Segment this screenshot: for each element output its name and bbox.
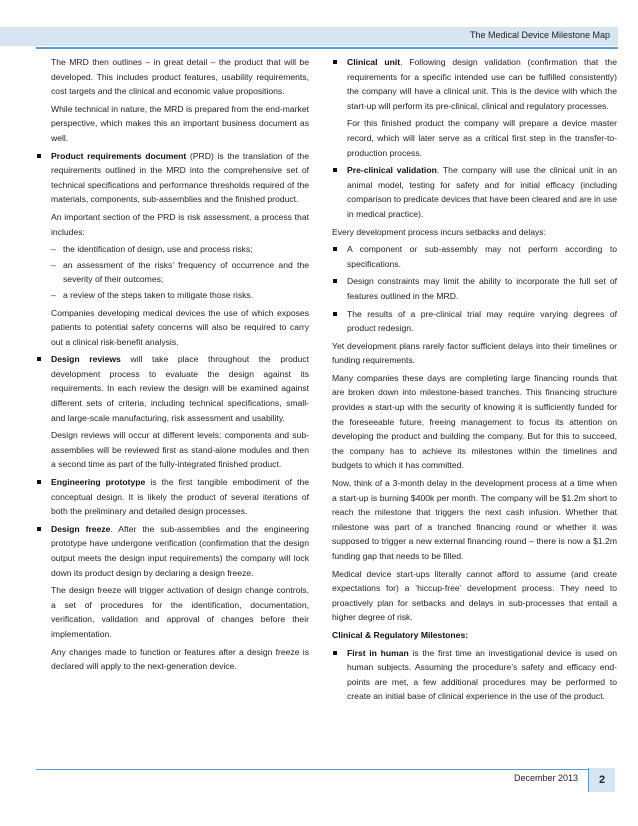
bullet-text: is the first tangible embodiment of the conceptual design. It is likely the product of several iterations of both the preliminary and detailed design processes. bbox=[51, 477, 309, 517]
paragraph: Yet development plans rarely factor sufficient delays into their timelines or funding requirements. bbox=[332, 340, 617, 366]
section-heading bbox=[332, 628, 617, 643]
bullet-item: Design constraints may limit the ability to incorporate the full set of features outlined in the MRD. bbox=[332, 274, 617, 303]
article-body bbox=[36, 55, 620, 767]
header-rule bbox=[36, 47, 618, 49]
dash-item: – a review of the steps taken to mitigate those risks. bbox=[36, 288, 309, 303]
heading-text: Clinical & Regulatory Milestones: bbox=[332, 629, 469, 640]
paragraph: The MRD then outlines – in great detail – the product that will be developed. This includes product features, usability requirements, cost targets and the clinical and economic value propositions. bbox=[51, 57, 309, 97]
bullet-item bbox=[36, 352, 309, 425]
paragraph: Companies developing medical devices the use of which exposes patients to potential safety concerns will also be required to carry out a clinical risk-benefit analysis. bbox=[51, 307, 309, 347]
right-column bbox=[332, 55, 617, 707]
dash-item: – the identification of design, use and process risks; bbox=[36, 242, 309, 257]
bullet-text: . After the sub-assemblies and the engineering prototype have undergone verification (confirmation that the design output meets the design input requirements) the company will lock down its product design by declaring a design freeze. bbox=[51, 523, 309, 578]
bullet-item bbox=[332, 646, 617, 704]
running-header-title: The Medical Device Milestone Map bbox=[469, 30, 610, 40]
bullet-item bbox=[332, 163, 617, 221]
paragraph: Many companies these days are completing large financing rounds that are broken down into milestone-based tranches. This financing structure provides a start-up with the security of knowing it is sufficiently funded for the foreseeable future, freeing management to focus its attention on developing the product and building the company. But for this to succeed, the company has to achieve its milestones within the timelines and budgets to which it has committed. bbox=[332, 372, 617, 471]
bullet-item: The results of a pre-clinical trial may require varying degrees of product redesign. bbox=[332, 307, 617, 336]
footer-date: December 2013 bbox=[513, 773, 578, 783]
footer-rule bbox=[36, 769, 608, 770]
paragraph: Design reviews will occur at different levels: components and sub-assemblies will be reviewed first as stand-alone modules and then a second time as part of the fully-integrated finished product. bbox=[51, 430, 309, 470]
term: Clinical unit bbox=[347, 57, 401, 67]
paragraph: Medical device start-ups literally cannot afford to assume (and create expectations for) a ‘hiccup-free’ development process. They need to proactively plan for setbacks and delays in sub-processes that entail a higher degree of risk. bbox=[332, 568, 617, 623]
term: Engineering prototype bbox=[51, 477, 146, 488]
term: Design freeze bbox=[51, 523, 111, 534]
term: First in human bbox=[347, 647, 409, 658]
paragraph: The design freeze will trigger activation of design change controls, a set of procedures for the identification, documentation, verification, validation and approval of changes before their implementation. bbox=[51, 585, 309, 639]
paragraph: For this finished product the company will prepare a device master record, which will later serve as a critical first step in the transfer-to-production process. bbox=[347, 118, 617, 158]
bullet-text: (PRD) is the translation of the requirements outlined in the MRD into the comprehensive set of technical specifications and performance thresholds required of the materials, components, sub-assemblies and the finished product. bbox=[51, 150, 309, 205]
bullet-item bbox=[332, 55, 617, 113]
bullet-text: will take place throughout the product development process to evaluate the design against its requirements. In each review the design will be examined against different sets of criteria, including technical specifications, small- and large-scale manufacturing, risk assessment and usability. bbox=[51, 354, 309, 423]
term: Pre-clinical validation bbox=[347, 165, 437, 176]
dash-item: – an assessment of the risks’ frequency of occurrence and the severity of their outcomes; bbox=[36, 258, 309, 287]
paragraph: Every development process incurs setbacks and delays: bbox=[332, 226, 546, 237]
term: Design reviews bbox=[51, 354, 121, 365]
paragraph: Now, think of a 3-month delay in the development process at a time when a start-up is burning $400k per month. The company will be $1.2m short to reach the milestone that triggers the next cash infusion. Whether that milestone was part of a tranched financing round or whether it was supposed to trigger a new external financing round – there is now a $1.2m funding gap that needs to be filled. bbox=[332, 478, 617, 561]
bullet-item bbox=[36, 522, 309, 580]
bullet-text: . Following design validation (confirmation that the requirements for a specific intended use can be fulfilled consistently) the company will have a clinical unit. This is the device with which the start-up will perform its pre-clinical, clinical and regulatory processes. bbox=[347, 57, 617, 111]
bullet-item: A component or sub-assembly may not perform according to specifications. bbox=[332, 242, 617, 271]
term: Product requirements document bbox=[51, 150, 187, 161]
bullet-text: . The company will use the clinical unit in an animal model, testing for safety and for initial efficacy (including comparison to predicate devices that have been cleared and are in use in medical practice). bbox=[347, 165, 618, 219]
paragraph: While technical in nature, the MRD is prepared from the end-market perspective, which makes this an important business document as well. bbox=[51, 103, 309, 143]
bullet-item bbox=[36, 475, 309, 519]
bullet-text: is the first time an investigational device is used on human subjects. Assuming the procedure’s safety and efficacy end-points are met, a few additional procedures may be performed to create an initial base of clinical experience in the use of the product. bbox=[347, 647, 617, 702]
bullet-item bbox=[36, 149, 309, 207]
paragraph: An important section of the PRD is risk assessment, a process that includes: bbox=[51, 211, 309, 237]
paragraph: Any changes made to function or features after a design freeze is declared will apply to the next-generation device. bbox=[51, 646, 309, 672]
page-number: 2 bbox=[588, 768, 615, 792]
left-column bbox=[36, 55, 309, 677]
